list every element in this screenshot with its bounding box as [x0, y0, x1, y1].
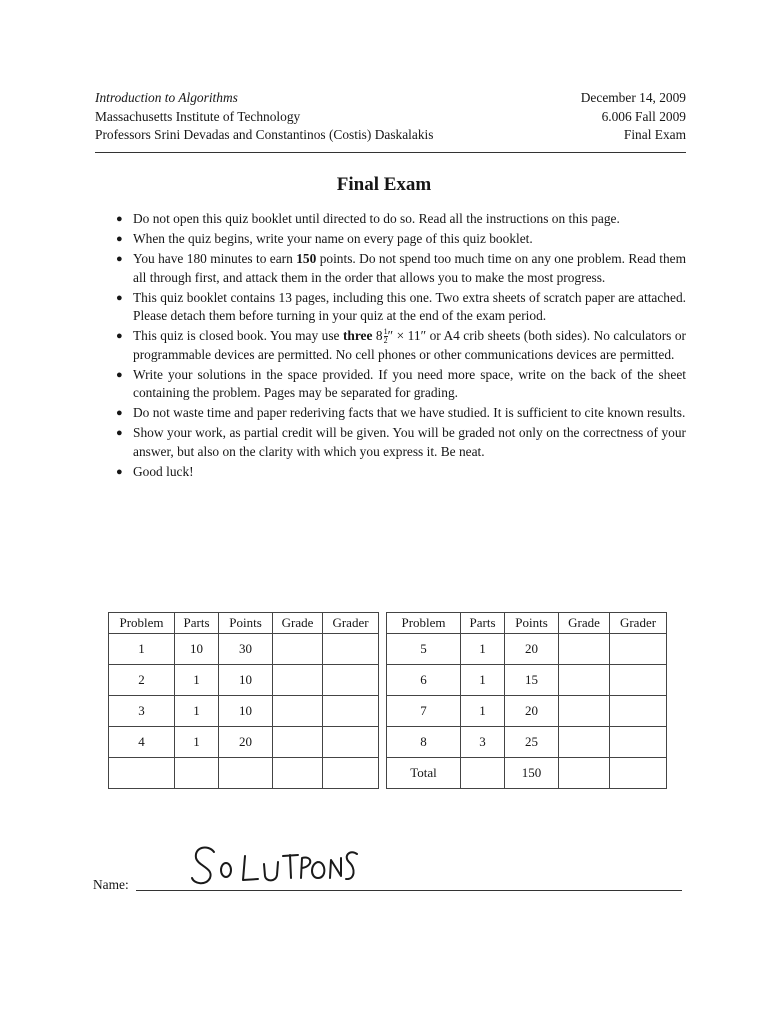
- grader-cell[interactable]: [323, 665, 379, 696]
- course-code: 6.006 Fall 2009: [601, 108, 686, 124]
- table-cell: 1: [175, 665, 219, 696]
- page-title: Final Exam: [336, 174, 432, 195]
- table-row: [109, 727, 667, 758]
- instruction-item: [116, 404, 686, 423]
- table-header-row: [109, 613, 667, 634]
- bullet-icon: ●: [116, 253, 123, 265]
- table-cell: [461, 758, 505, 789]
- table-cell: 20: [505, 696, 559, 727]
- table-cell: 25: [505, 727, 559, 758]
- grader-cell[interactable]: [323, 727, 379, 758]
- grade-cell[interactable]: [559, 758, 610, 789]
- professors-line: Professors Srini Devadas and Constantinos (Costis) Daskalakis: [95, 127, 434, 142]
- total-points-cell: 150: [505, 758, 559, 789]
- table-cell: 4: [109, 727, 175, 758]
- column-header: Grade: [559, 613, 610, 634]
- bullet-icon: ●: [116, 407, 123, 419]
- table-cell: 1: [461, 634, 505, 665]
- table-cell: 10: [175, 634, 219, 665]
- exam-type: Final Exam: [623, 127, 686, 142]
- instruction-item: [116, 210, 686, 229]
- bullet-icon: ●: [116, 291, 123, 304]
- grader-cell[interactable]: [323, 634, 379, 665]
- column-header: Problem: [387, 613, 461, 634]
- institution-name: Massachusetts Institute of Technology: [95, 108, 301, 124]
- total-points: 150: [296, 251, 317, 266]
- instructions-list: [116, 210, 686, 483]
- bullet-icon: ●: [116, 330, 123, 342]
- grader-cell[interactable]: [323, 696, 379, 727]
- grade-cell[interactable]: [273, 727, 323, 758]
- paper-size-whole: 8: [375, 328, 383, 343]
- table-gap: [379, 696, 387, 727]
- instruction-text-end: ″ × 11″ or A4 crib sheets (both sides). No calculators or programmable devices are permitted. No cell phones or other communications devices are permitted.: [133, 328, 686, 362]
- grade-cell[interactable]: [559, 665, 610, 696]
- grade-cell[interactable]: [273, 634, 323, 665]
- table-cell: 10: [219, 696, 273, 727]
- column-header: Grader: [610, 613, 667, 634]
- grader-cell[interactable]: [610, 665, 667, 696]
- bullet-icon: ●: [116, 427, 123, 439]
- grade-cell[interactable]: [273, 665, 323, 696]
- table-gap: [379, 634, 387, 665]
- instruction-text: Good luck!: [133, 463, 194, 479]
- table-row: [109, 696, 667, 727]
- grade-cell[interactable]: [273, 758, 323, 789]
- instruction-item: [116, 463, 686, 482]
- grader-cell[interactable]: [610, 727, 667, 758]
- grader-cell[interactable]: [610, 634, 667, 665]
- instruction-item: [116, 230, 686, 249]
- instruction-text-start: This quiz is closed book. You may use: [133, 328, 343, 343]
- instruction-text: Show your work, as partial credit will be given. You will be graded not only on the correctness of your answer, but also on the clarity with which you express it. Be neat.: [133, 425, 686, 459]
- bullet-icon: ●: [116, 465, 123, 478]
- bullet-icon: ●: [116, 233, 123, 245]
- fraction-denominator: 2: [383, 336, 388, 346]
- instruction-text: Do not waste time and paper rederiving facts that we have studied. It is sufficient to cite known results.: [133, 405, 686, 420]
- grader-cell[interactable]: [610, 758, 667, 789]
- total-label: Total: [387, 758, 461, 789]
- header-right: [581, 89, 686, 145]
- column-header: Parts: [175, 613, 219, 634]
- column-header: Points: [505, 613, 559, 634]
- fraction-numerator: 1: [383, 327, 388, 337]
- table-cell: [219, 758, 273, 789]
- table-cell: 1: [461, 665, 505, 696]
- table-cell: 20: [505, 634, 559, 665]
- table-cell: 2: [109, 665, 175, 696]
- column-header: Points: [219, 613, 273, 634]
- grader-cell[interactable]: [323, 758, 379, 789]
- table-cell: 1: [175, 696, 219, 727]
- handwritten-name: [190, 840, 360, 888]
- table-gap: [379, 727, 387, 758]
- instruction-text: When the quiz begins, write your name on every page of this quiz booklet.: [133, 231, 533, 246]
- grade-cell[interactable]: [273, 696, 323, 727]
- grader-cell[interactable]: [610, 696, 667, 727]
- table-gap: [379, 665, 387, 696]
- instruction-text: This quiz booklet contains 13 pages, including this one. Two extra sheets of scratch paper are attached. Please detach them before turning in your quiz at the end of the exam period.: [133, 289, 686, 323]
- name-label: Name:: [93, 877, 129, 892]
- column-header: Parts: [461, 613, 505, 634]
- table-cell: [109, 758, 175, 789]
- column-header: Grade: [273, 613, 323, 634]
- exam-date: December 14, 2009: [580, 90, 686, 105]
- table-gap: [379, 613, 387, 634]
- crib-sheet-count: three: [342, 328, 373, 343]
- instruction-text-start: You have 180 minutes to earn: [133, 251, 297, 266]
- table-cell: 1: [175, 727, 219, 758]
- score-table: [108, 612, 667, 789]
- table-cell: 6: [387, 665, 461, 696]
- column-header: Problem: [109, 613, 175, 634]
- table-row: [109, 634, 667, 665]
- instruction-item: [116, 250, 686, 287]
- table-cell: [175, 758, 219, 789]
- table-cell: 10: [219, 665, 273, 696]
- table-cell: 3: [461, 727, 505, 758]
- header-left: [95, 89, 433, 145]
- grade-cell[interactable]: [559, 727, 610, 758]
- bullet-icon: ●: [116, 368, 123, 381]
- bullet-icon: ●: [116, 213, 123, 225]
- instruction-item: [116, 424, 686, 461]
- instruction-item: [116, 366, 686, 403]
- course-name: Introduction to Algorithms: [95, 90, 238, 105]
- table-cell: 30: [219, 634, 273, 665]
- table-cell: 15: [505, 665, 559, 696]
- instruction-item: [116, 327, 686, 364]
- instruction-text: Do not open this quiz booklet until directed to do so. Read all the instructions on this page.: [133, 211, 620, 226]
- instruction-text-end: points. Do not spend too much time on any one problem. Read them all through first, and attack them in the order that allows you to make the most progress.: [133, 251, 686, 285]
- grade-cell[interactable]: [559, 696, 610, 727]
- table-cell: 5: [387, 634, 461, 665]
- table-row: [109, 665, 667, 696]
- table-cell: 1: [109, 634, 175, 665]
- table-cell: 8: [387, 727, 461, 758]
- table-cell: 20: [219, 727, 273, 758]
- column-header: Grader: [323, 613, 379, 634]
- header-divider: [95, 152, 686, 153]
- table-cell: 7: [387, 696, 461, 727]
- table-cell: 3: [109, 696, 175, 727]
- table-gap: [379, 758, 387, 789]
- table-cell: 1: [461, 696, 505, 727]
- name-field[interactable]: [136, 890, 682, 891]
- instruction-text: Write your solutions in the space provided. If you need more space, write on the back of the sheet containing the problem. Pages may be separated for grading.: [133, 366, 686, 400]
- instruction-item: [116, 289, 686, 326]
- table-row: [109, 758, 667, 789]
- grade-cell[interactable]: [559, 634, 610, 665]
